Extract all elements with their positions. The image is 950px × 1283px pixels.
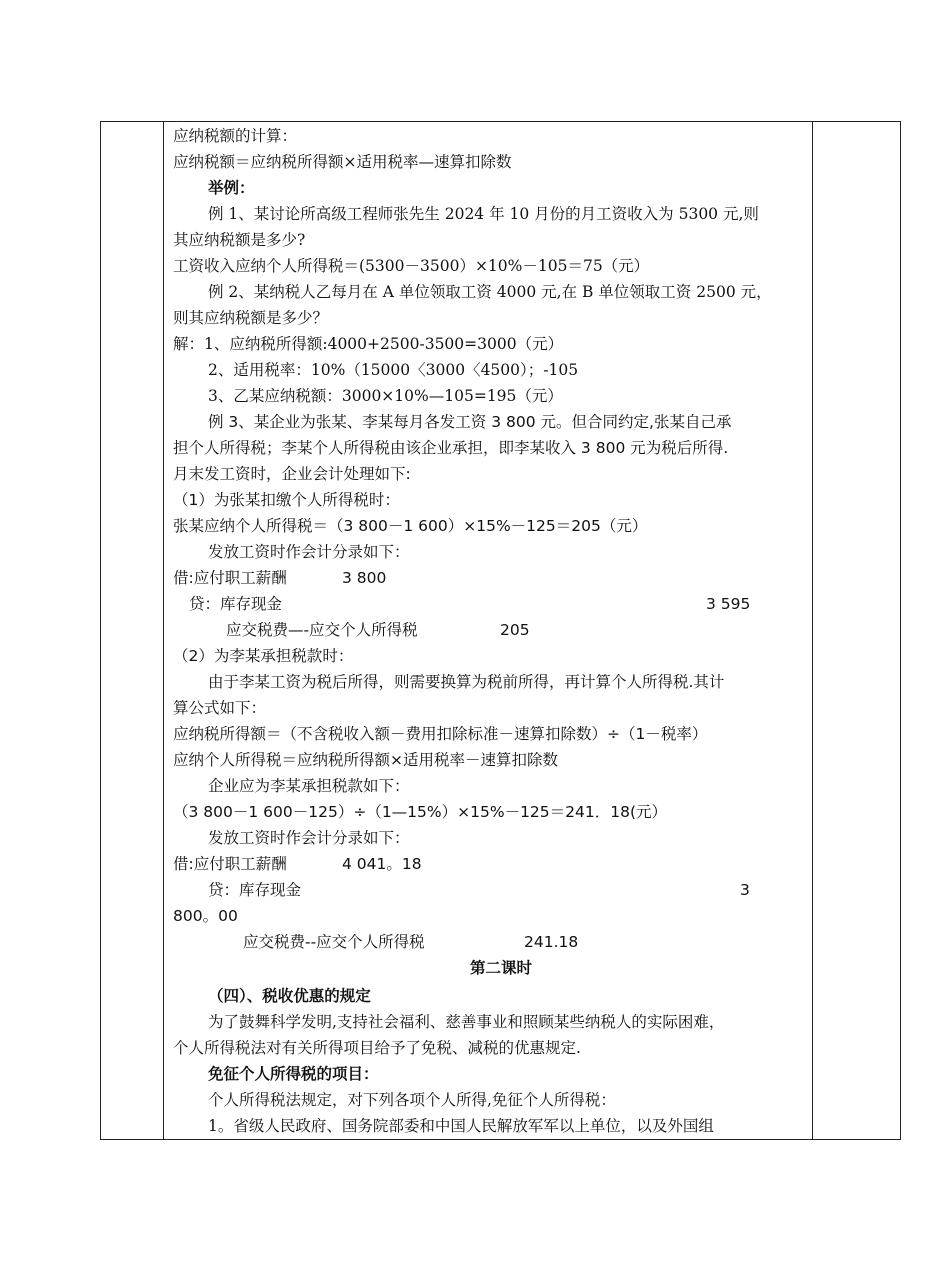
text-line: 解：1、应纳税所得额:4000+2500-3500=3000（元） bbox=[173, 335, 564, 353]
text-line: 发放工资时作会计分录如下： bbox=[208, 543, 410, 561]
journal-credit-amount: 205 bbox=[500, 621, 530, 639]
formula-line: 应纳个人所得税＝应纳税所得额×适用税率－速算扣除数 bbox=[173, 751, 558, 769]
text-line: 1。省级人民政府、国务院部委和中国人民解放军军以上单位，以及外国组 bbox=[208, 1117, 714, 1135]
right-column-cell bbox=[812, 122, 900, 1139]
text-line: 例 1、某讨论所高级工程师张先生 2024 年 10 月份的月工资收入为 5300 元,则 bbox=[208, 205, 759, 223]
journal-credit-account: 应交税费—-应交个人所得税 bbox=[226, 621, 418, 639]
text-line: 月末发工资时，企业会计处理如下: bbox=[173, 465, 411, 483]
text-line: 例 2、某纳税人乙每月在 A 单位领取工资 4000 元,在 B 单位领取工资 2500 元， bbox=[208, 283, 772, 301]
journal-debit-amount: 4 041。18 bbox=[342, 855, 422, 873]
formula-line: （3 800－1 600－125）÷（1—15%）×15%－125＝241．18(元） bbox=[173, 803, 668, 821]
example-heading: 举例： bbox=[208, 178, 255, 197]
formula-line: 应纳税额＝应纳税所得额×适用税率—速算扣除数 bbox=[173, 153, 512, 171]
text-line: 个人所得税法对有关所得项目给予了免税、减税的优惠规定. bbox=[173, 1039, 581, 1057]
formula-line: 应纳税所得额＝（不含税收入额－费用扣除标准－速算扣除数）÷（1－税率） bbox=[173, 725, 708, 743]
journal-credit-amount: 3 bbox=[740, 881, 750, 899]
text-line: 担个人所得税；李某个人所得税由该企业承担，即李某收入 3 800 元为税后所得. bbox=[173, 439, 729, 457]
text-line: 企业应为李某承担税款如下： bbox=[208, 777, 410, 795]
journal-debit-account: 借:应付职工薪酬 bbox=[173, 855, 287, 873]
journal-credit-account: 贷：库存现金 bbox=[189, 595, 283, 613]
text-line: 2、适用税率：10%（15000〈3000〈4500）；-105 bbox=[208, 361, 579, 379]
text-line: 工资收入应纳个人所得税＝(5300－3500）×10%－105＝75（元） bbox=[173, 257, 650, 275]
text-line: （2）为李某承担税款时： bbox=[173, 647, 354, 665]
text-line: 由于李某工资为税后所得，则需要换算为税前所得，再计算个人所得税.其计 bbox=[208, 673, 725, 691]
subsection-heading: 免征个人所得税的项目： bbox=[208, 1064, 379, 1083]
text-line: 例 3、某企业为张某、李某每月各发工资 3 800 元。但合同约定,张某自己承 bbox=[208, 413, 732, 431]
journal-credit-amount: 3 595 bbox=[706, 595, 751, 613]
journal-credit-amount: 241.18 bbox=[524, 933, 579, 951]
section-heading: 应纳税额的计算： bbox=[173, 127, 298, 145]
left-column-cell bbox=[101, 122, 164, 1139]
journal-debit-account: 借:应付职工薪酬 bbox=[173, 569, 287, 587]
journal-credit-account: 应交税费--应交个人所得税 bbox=[243, 933, 425, 951]
journal-credit-account: 贷：库存现金 bbox=[208, 881, 302, 899]
journal-debit-amount: 3 800 bbox=[342, 569, 387, 587]
section-heading: （四）、税收优惠的规定 bbox=[208, 986, 371, 1005]
text-line: 3、乙某应纳税额：3000×10%—105=195（元） bbox=[208, 387, 563, 405]
lesson-heading: 第二课时 bbox=[470, 958, 533, 977]
text-line: 个人所得税法规定，对下列各项个人所得,免征个人所得税： bbox=[208, 1091, 616, 1109]
text-line: 发放工资时作会计分录如下： bbox=[208, 829, 410, 847]
text-line: （1）为张某扣缴个人所得税时： bbox=[173, 491, 400, 509]
text-line: 张某应纳个人所得税＝（3 800－1 600）×15%－125＝205（元） bbox=[173, 517, 648, 535]
text-line: 算公式如下： bbox=[173, 699, 267, 717]
journal-credit-amount: 800。00 bbox=[173, 907, 238, 925]
document-table bbox=[100, 121, 901, 1140]
text-line: 则其应纳税额是多少？ bbox=[173, 309, 329, 327]
text-line: 为了鼓舞科学发明,支持社会福利、慈善事业和照顾某些纳税人的实际困难， bbox=[208, 1013, 725, 1031]
text-line: 其应纳税额是多少? bbox=[173, 231, 306, 249]
